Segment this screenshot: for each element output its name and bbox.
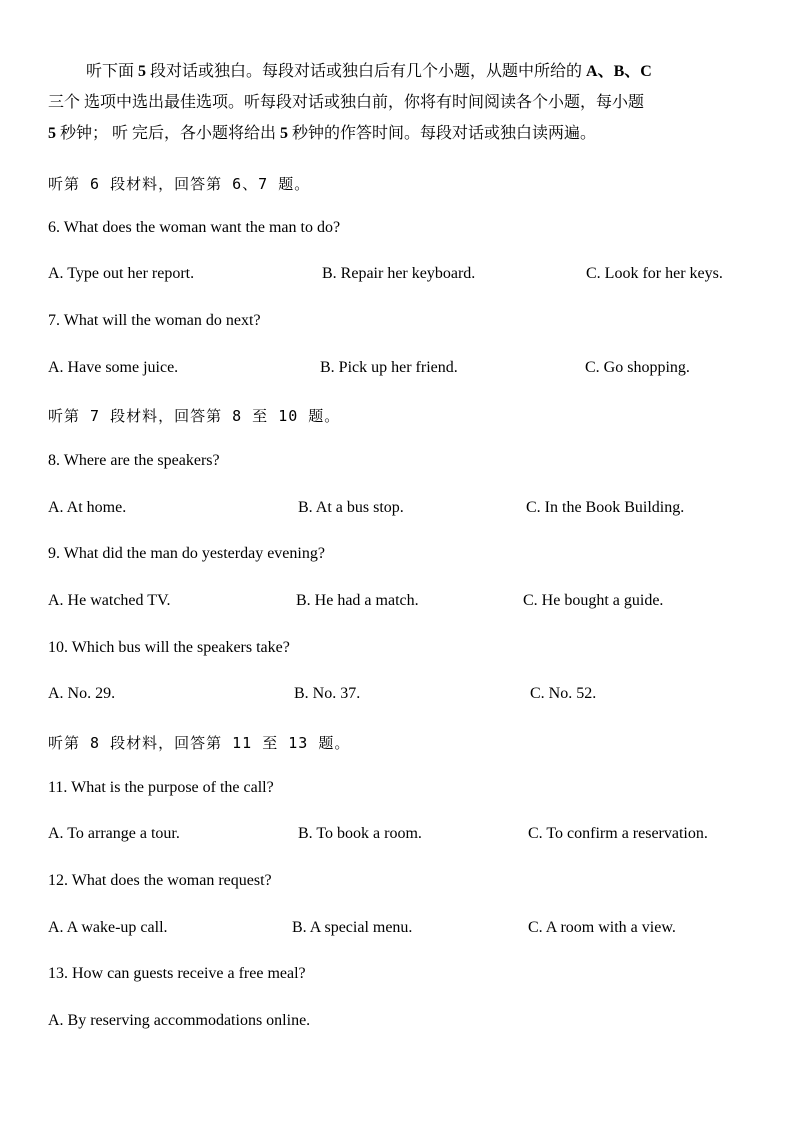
option-13a: A. By reserving accommodations online. [48, 1012, 311, 1029]
option-10c: C. No. 52. [530, 685, 597, 702]
option-7a: A. Have some juice. [48, 359, 179, 376]
question-11: 11. What is the purpose of the call? [48, 779, 274, 796]
question-9: 9. What did the man do yesterday evening? [48, 545, 325, 562]
option-7b: B. Pick up her friend. [320, 359, 458, 376]
option-12a: A. A wake-up call. [48, 919, 168, 936]
question-7: 7. What will the woman do next? [48, 312, 261, 329]
option-11a: A. To arrange a tour. [48, 825, 180, 842]
option-6c: C. Look for her keys. [586, 265, 723, 282]
option-12b: B. A special menu. [292, 919, 413, 936]
option-7c: C. Go shopping. [585, 359, 690, 376]
question-13: 13. How can guests receive a free meal? [48, 965, 306, 982]
option-11c: C. To confirm a reservation. [528, 825, 708, 842]
option-6b: B. Repair her keyboard. [322, 265, 476, 282]
option-9c: C. He bought a guide. [523, 592, 664, 609]
section-heading-8: 听第 8 段材料，回答第 11 至 13 题。 [48, 734, 351, 752]
question-8: 8. Where are the speakers? [48, 452, 220, 469]
question-6: 6. What does the woman want the man to do? [48, 219, 341, 236]
section-heading-7: 听第 7 段材料，回答第 8 至 10 题。 [48, 407, 341, 425]
instructions-line-3: 5 秒钟； 听 完后，各小题将给出 5 秒钟的作答时间。每段对话或独白读两遍。 [48, 125, 597, 142]
option-10b: B. No. 37. [294, 685, 361, 702]
question-10: 10. Which bus will the speakers take? [48, 639, 290, 656]
section-heading-6: 听第 6 段材料，回答第 6、7 题。 [48, 175, 311, 193]
instructions-paragraph [48, 56, 748, 149]
option-10a: A. No. 29. [48, 685, 116, 702]
instructions-line-2: 三个 选项中选出最佳选项。听每段对话或独白前，你将有时间阅读各个小题，每小题 [48, 94, 645, 111]
instructions-line-1: 听下面 5 段对话或独白。每段对话或独白后有几个小题，从题中所给的 A、B、C [86, 63, 652, 80]
option-9a: A. He watched TV. [48, 592, 171, 609]
option-8c: C. In the Book Building. [526, 499, 685, 516]
option-9b: B. He had a match. [296, 592, 419, 609]
question-12: 12. What does the woman request? [48, 872, 272, 889]
option-8a: A. At home. [48, 499, 127, 516]
option-12c: C. A room with a view. [528, 919, 676, 936]
option-6a: A. Type out her report. [48, 265, 195, 282]
option-11b: B. To book a room. [298, 825, 422, 842]
option-8b: B. At a bus stop. [298, 499, 404, 516]
